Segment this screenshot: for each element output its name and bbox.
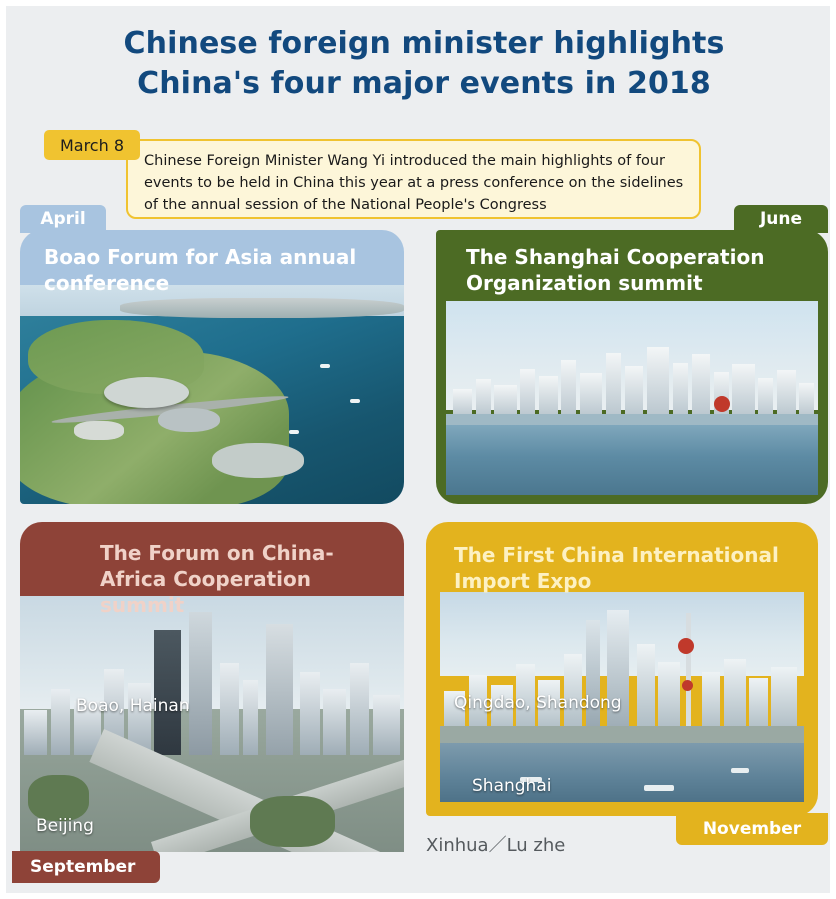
event-headline-ciie: The First China International Import Expo <box>454 543 779 593</box>
photo-caption-qingdao <box>454 693 622 713</box>
caption-text-qingdao: Qingdao, Shandong <box>454 693 622 713</box>
month-tab-november: November <box>676 813 828 845</box>
caption-text-boao: Boao, Hainan <box>76 696 190 716</box>
month-tab-april: April <box>20 205 106 233</box>
caption-text-shanghai: Shanghai <box>472 776 552 796</box>
photo-caption-boao <box>76 696 190 716</box>
month-tab-september: September <box>12 851 160 883</box>
event-headline-boao: Boao Forum for Asia annual conference <box>44 245 357 295</box>
photo-beijing-cbd <box>20 596 404 852</box>
photo-boao-aerial <box>20 285 404 504</box>
event-headline-sco: The Shanghai Cooperation Organization summit <box>466 245 765 295</box>
photo-caption-shanghai <box>472 776 551 796</box>
date-badge-march: March 8 <box>44 130 140 160</box>
photo-beijing-art <box>20 596 404 852</box>
page-title-line-1: Chinese foreign minister highlights <box>123 26 725 61</box>
page-title <box>6 24 836 104</box>
month-tab-june: June <box>734 205 828 233</box>
event-headline-focac: The Forum on China-Africa Cooperation summit <box>100 541 334 617</box>
photo-qingdao-skyline <box>446 301 818 495</box>
lead-paragraph: Chinese Foreign Minister Wang Yi introduced the main highlights of four events to be held in China this year at a press conference on the sidelines of the annual session of the National People's Congress <box>126 139 701 219</box>
photo-qingdao-art <box>446 301 818 495</box>
credit-line: Xinhua／Lu zhe <box>426 835 566 856</box>
page-title-line-2: China's four major events in 2018 <box>137 66 711 101</box>
caption-text-beijing: Beijing <box>36 816 94 836</box>
photo-caption-beijing <box>36 816 94 836</box>
photo-boao-art <box>20 285 404 504</box>
